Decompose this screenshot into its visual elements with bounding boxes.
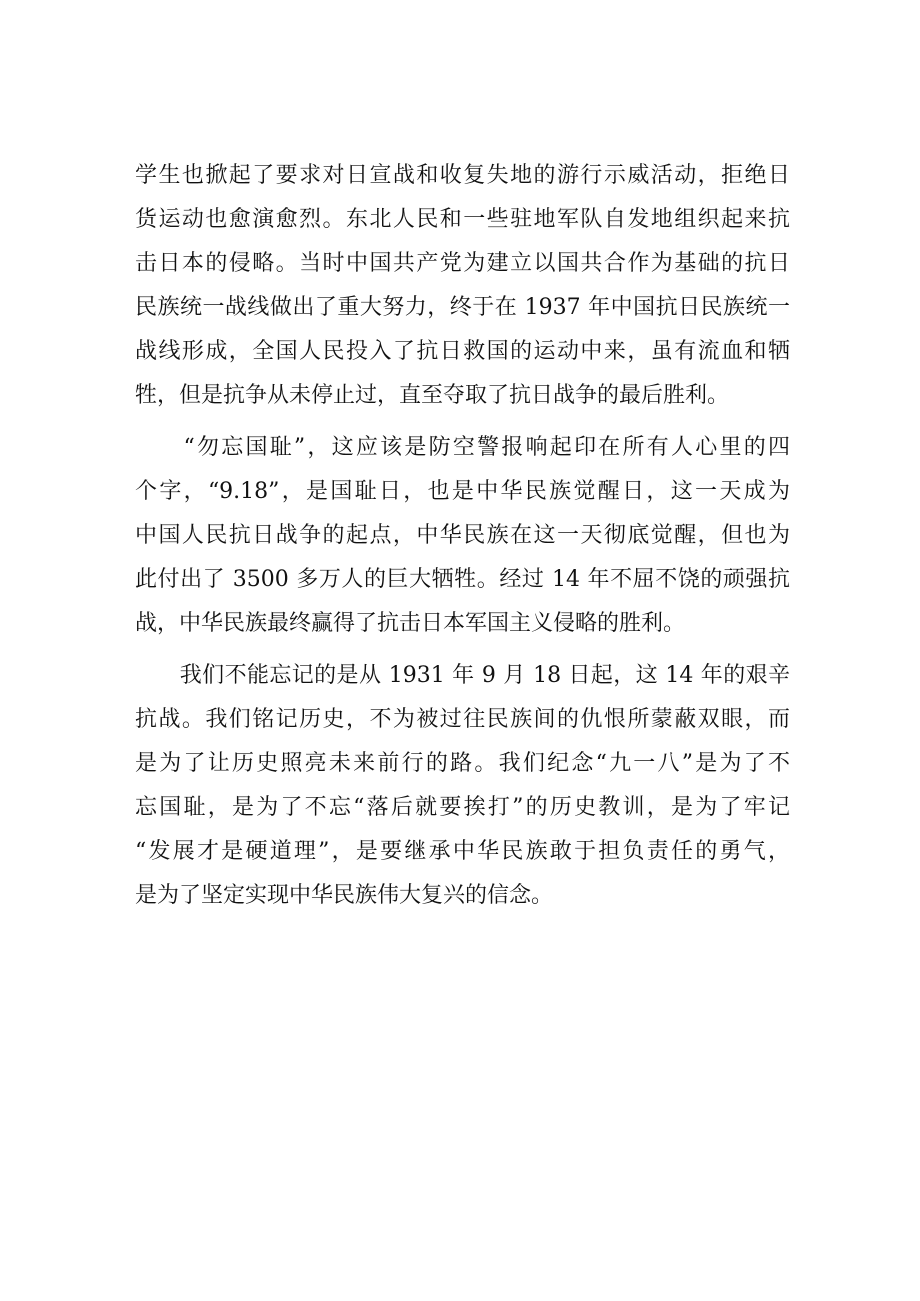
text-line: 击日本的侵略。当时中国共产党为建立以国共合作为基础的抗日	[135, 251, 790, 276]
paragraph-1	[135, 154, 790, 418]
text-line: 民族统一战线做出了重大努力，终于在 1937 年中国抗日民族统一	[135, 295, 790, 320]
text-line: 战线形成，全国人民投入了抗日救国的运动中来，虽有流血和牺	[135, 339, 790, 364]
text-line: “发展才是硬道理”，是要继承中华民族敢于担负责任的勇气，	[135, 839, 790, 864]
paragraph-2	[135, 426, 790, 646]
text-line: 忘国耻，是为了不忘“落后就要挨打”的历史教训，是为了牢记	[135, 795, 790, 820]
text-line: 牲，但是抗争从未停止过，直至夺取了抗日战争的最后胜利。	[135, 383, 730, 408]
text-line: 我们不能忘记的是从 1931 年 9 月 18 日起，这 14 年的艰辛	[135, 663, 790, 688]
text-line: 货运动也愈演愈烈。东北人民和一些驻地军队自发地组织起来抗	[135, 207, 790, 232]
text-line: 抗战。我们铭记历史，不为被过往民族间的仇恨所蒙蔽双眼，而	[135, 707, 790, 732]
document-body	[135, 154, 790, 926]
text-line: 学生也掀起了要求对日宣战和收复失地的游行示威活动，拒绝日	[135, 163, 790, 188]
text-line: 战，中华民族最终赢得了抗击日本军国主义侵略的胜利。	[135, 611, 686, 636]
text-line: 是为了让历史照亮未来前行的路。我们纪念“九一八”是为了不	[135, 751, 790, 776]
text-line: 中国人民抗日战争的起点，中华民族在这一天彻底觉醒，但也为	[135, 523, 790, 548]
text-line: 个字，“9.18”，是国耻日，也是中华民族觉醒日，这一天成为	[135, 479, 790, 504]
text-line: 是为了坚定实现中华民族伟大复兴的信念。	[135, 883, 554, 908]
text-line: 此付出了 3500 多万人的巨大牺牲。经过 14 年不屈不饶的顽强抗	[135, 567, 790, 592]
text-line: “勿忘国耻”，这应该是防空警报响起印在所有人心里的四	[135, 435, 790, 460]
paragraph-3	[135, 654, 790, 918]
